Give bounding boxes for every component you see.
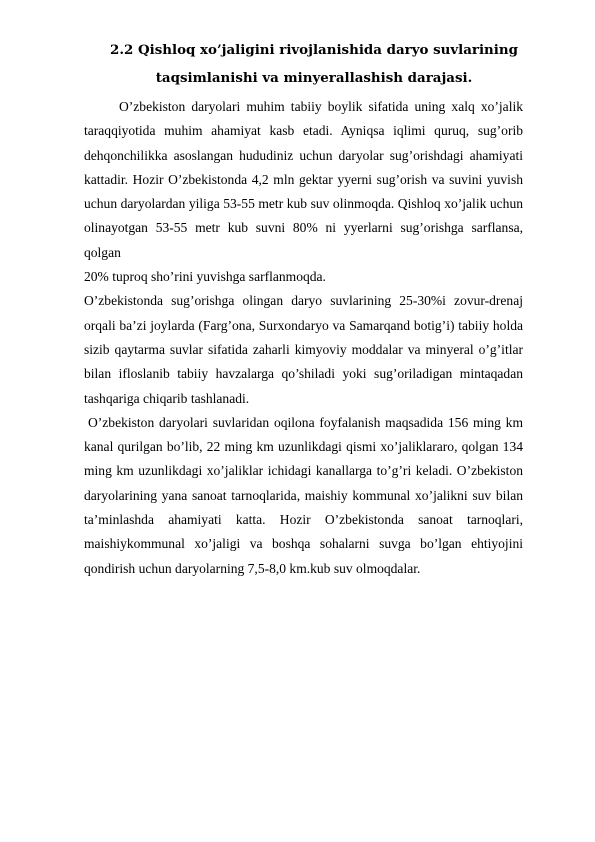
section-heading-line-2: taqsimlanishi va minyerallashish darajasi. <box>155 70 473 86</box>
body-text <box>84 95 523 581</box>
section-heading-line-1: 2.2 Qishloq xo’jaligini rivojlanishida daryo suvlarining <box>110 42 518 58</box>
paragraph-3: O’zbekistonda sug’orishga olingan daryo suvlarining 25-30%i zovur-drenaj orqali ba’zi joylarda (Farg’ona, Surxondaryo va Samarqand botig’i) tabiiy holda sizib qaytarma suvlar sifatida zaharli kimyoviy moddalar va minyeral o’g’itlar bilan ifloslanib tabiiy havzalarga qo’shiladi yoki sug’oriladigan mintaqadan tashqariga chiqarib tashlanadi. <box>84 293 523 406</box>
paragraph-2: 20% tuproq sho’rini yuvishga sarflanmoqda. <box>84 269 326 285</box>
paragraph-4: O’zbekiston daryolari suvlaridan oqilona foyfalanish maqsadida 156 ming km kanal qurilgan bo’lib, 22 ming km uzunlikdagi qismi xo’jaliklararo, qolgan 134 ming km uzunlikdagi xo’jaliklar ichidagi kanallarga to’g’ri keladi. O’zbekiston daryolarining yana sanoat tarnoqlarida, maishiy kommunal xo’jalikni suv bilan ta’minlashda ahamiyati katta. Hozir O’zbekistonda sanoat tarnoqlari, maishiykommunal xo’jaligi va boshqa sohalarni suvga bo’lgan ehtiyojini qondirish uchun daryolarning 7,5-8,0 km.kub suv olmoqdalar. <box>84 414 523 576</box>
paragraph-1: O’zbekiston daryolari muhim tabiiy boylik sifatida uning xalq xo’jalik taraqqiyotida muhim ahamiyat kasb etadi. Ayniqsa iqlimi quruq, sug’orib dehqonchilikka asoslangan hududiniz uchun daryolar sug’orishdagi ahamiyati kattadir. Hozir O’zbekistonda 4,2 mln gektar yyerni sug’orish va suvini yuvish uchun daryolardan yiliga 53-55 metr kub suv olinmoqda. Qishloq xo’jalik uchun olinayotgan 53-55 metr kub suvni 80% ni yyerlarni sug’orishga sarflansa, qolgan <box>84 99 523 260</box>
